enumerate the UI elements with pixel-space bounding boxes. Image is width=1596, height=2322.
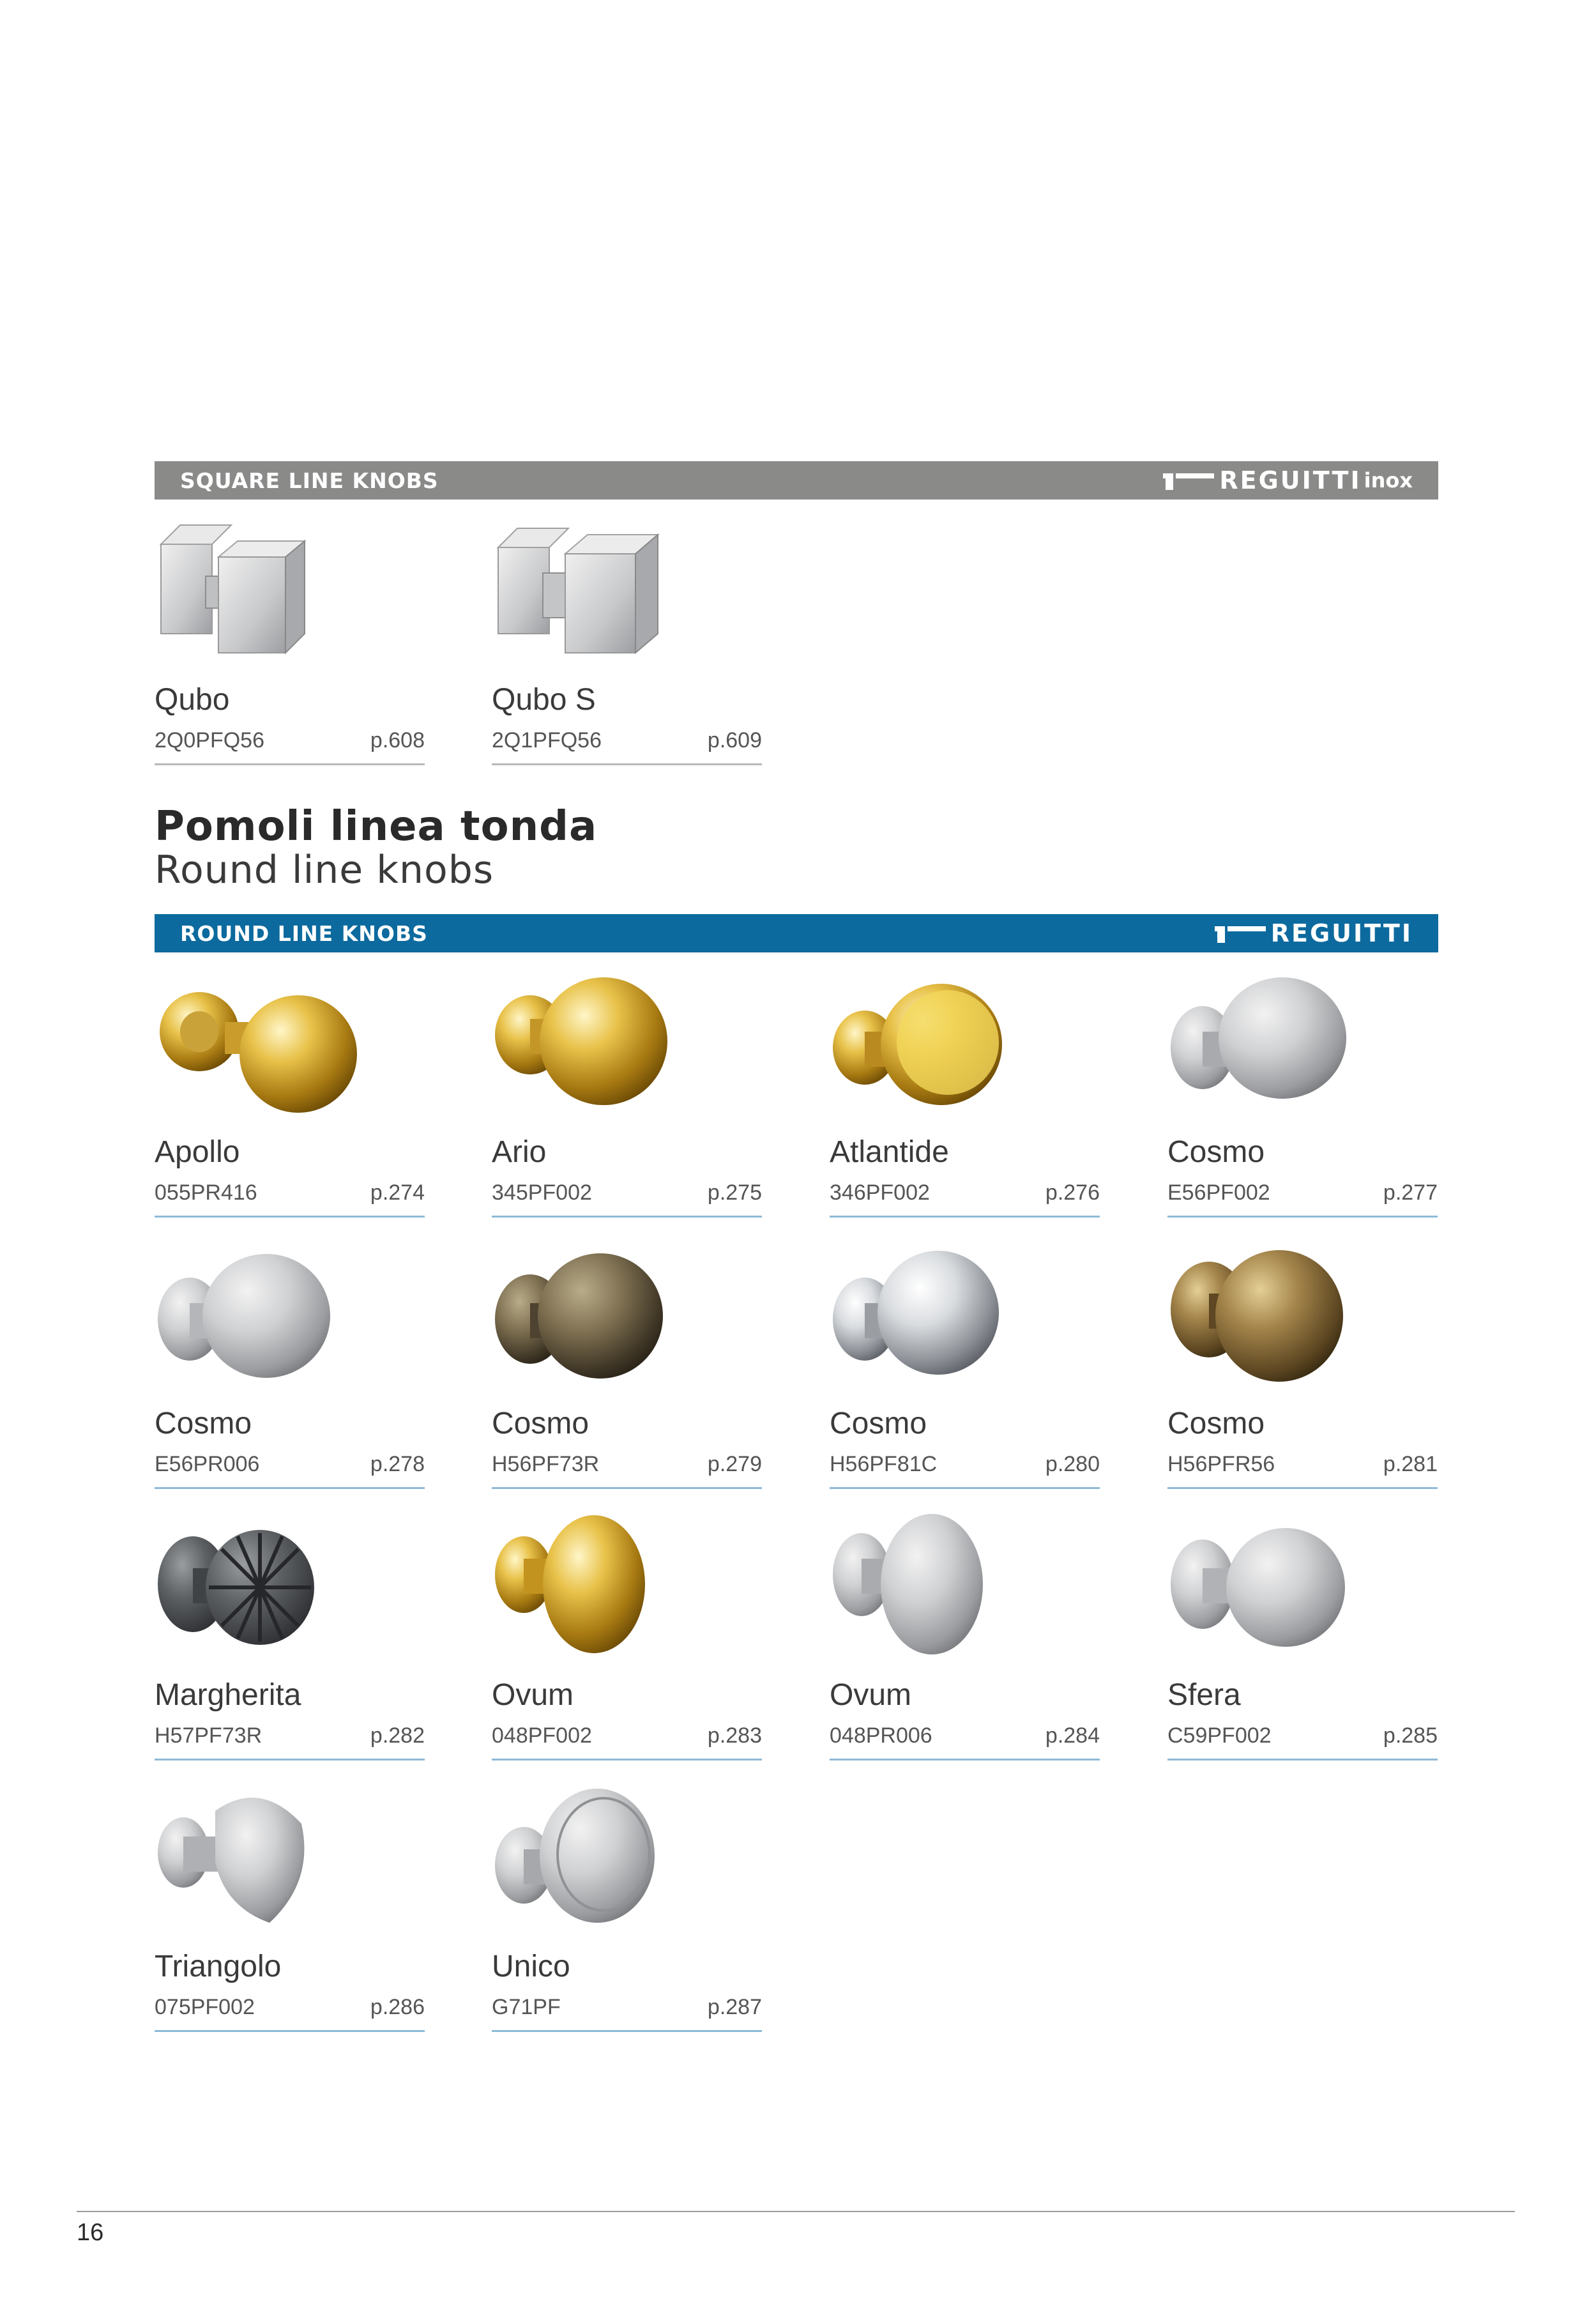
product-code: 345PF002 <box>492 1180 592 1205</box>
product-card[interactable] <box>492 1514 762 1761</box>
square-line-label: SQUARE LINE KNOBS <box>180 468 439 493</box>
product-name: Ovum <box>830 1678 912 1712</box>
page-number: 16 <box>77 2219 104 2246</box>
product-image-triangolo <box>155 1785 425 1936</box>
product-card[interactable] <box>155 1785 425 2032</box>
product-page-ref[interactable]: p.277 <box>1383 1180 1438 1205</box>
product-page-ref[interactable]: p.279 <box>707 1452 762 1476</box>
product-divider <box>830 1216 1100 1218</box>
product-name: Atlantide <box>830 1135 949 1169</box>
product-image-ario <box>492 971 762 1121</box>
round-line-band <box>155 914 1438 952</box>
reguitti-logo-text: REGUITTI <box>1219 466 1362 494</box>
product-name: Cosmo <box>155 1407 252 1440</box>
product-info <box>492 1720 762 1751</box>
product-info <box>155 725 425 756</box>
product-info <box>155 1177 425 1208</box>
product-divider <box>492 1216 762 1218</box>
product-page-ref[interactable]: p.275 <box>707 1180 762 1205</box>
product-code: H56PF73R <box>492 1452 600 1476</box>
product-page-ref[interactable]: p.276 <box>1045 1180 1100 1205</box>
product-divider <box>155 1487 425 1489</box>
product-divider <box>1167 1487 1438 1489</box>
product-name: Apollo <box>155 1135 240 1169</box>
product-card[interactable] <box>1167 1242 1438 1489</box>
product-divider <box>830 1759 1100 1761</box>
section-heading <box>155 803 598 892</box>
product-info <box>492 1992 762 2022</box>
product-image-qubo <box>155 519 425 669</box>
product-name: Ovum <box>492 1678 574 1712</box>
product-page-ref[interactable]: p.609 <box>707 728 762 752</box>
product-image-ovum-satin <box>830 1514 1100 1664</box>
product-image-cosmo-antique <box>492 1242 762 1393</box>
product-divider <box>155 1216 425 1218</box>
product-page-ref[interactable]: p.282 <box>370 1723 425 1748</box>
product-image-ovum-gold <box>492 1514 762 1664</box>
product-card[interactable] <box>492 519 762 765</box>
product-divider <box>1167 1216 1438 1218</box>
product-info <box>155 1449 425 1479</box>
product-page-ref[interactable]: p.283 <box>707 1723 762 1748</box>
reguitti-logo-text: REGUITTI <box>1270 919 1413 947</box>
product-divider <box>492 2030 762 2032</box>
product-info <box>492 1177 762 1208</box>
reguitti-logo <box>1215 919 1413 947</box>
product-card[interactable] <box>830 971 1100 1218</box>
product-page-ref[interactable]: p.278 <box>370 1452 425 1476</box>
product-info <box>1167 1177 1438 1208</box>
product-name: Margherita <box>155 1678 301 1712</box>
product-divider <box>492 1487 762 1489</box>
product-divider <box>155 2030 425 2032</box>
product-name: Qubo S <box>492 683 596 717</box>
product-name: Sfera <box>1167 1678 1241 1712</box>
product-card[interactable] <box>492 1785 762 2032</box>
product-page-ref[interactable]: p.281 <box>1383 1452 1438 1476</box>
product-info <box>830 1449 1100 1479</box>
product-info <box>1167 1449 1438 1479</box>
product-code: 2Q1PFQ56 <box>492 728 602 752</box>
product-name: Cosmo <box>492 1407 589 1440</box>
product-info <box>830 1177 1100 1208</box>
product-code: 055PR416 <box>155 1180 257 1205</box>
product-image-sfera <box>1167 1514 1438 1664</box>
product-image-cosmo-satin <box>1167 971 1438 1121</box>
product-card[interactable] <box>155 1242 425 1489</box>
product-card[interactable] <box>1167 1514 1438 1761</box>
product-code: E56PF002 <box>1167 1180 1270 1205</box>
product-card[interactable] <box>155 519 425 765</box>
product-page-ref[interactable]: p.608 <box>370 728 425 752</box>
product-card[interactable] <box>492 971 762 1218</box>
product-info <box>155 1992 425 2022</box>
product-divider <box>830 1487 1100 1489</box>
product-name: Unico <box>492 1950 570 1983</box>
square-line-band <box>155 461 1438 500</box>
product-code: 048PR006 <box>830 1723 932 1748</box>
product-image-cosmo-bronze <box>1167 1242 1438 1393</box>
product-info <box>492 1449 762 1479</box>
heading-italian: Pomoli linea tonda <box>155 803 598 850</box>
product-code: 346PF002 <box>830 1180 930 1205</box>
product-card[interactable] <box>492 1242 762 1489</box>
heading-english: Round line knobs <box>155 848 494 892</box>
product-code: 048PF002 <box>492 1723 592 1748</box>
product-info <box>155 1720 425 1751</box>
product-image-atlantide <box>830 971 1100 1121</box>
product-divider <box>1167 1759 1438 1761</box>
product-page-ref[interactable]: p.285 <box>1383 1723 1438 1748</box>
product-info <box>492 725 762 756</box>
product-page-ref[interactable]: p.287 <box>707 1995 762 2019</box>
product-name: Cosmo <box>1167 1135 1265 1169</box>
product-name: Ario <box>492 1135 547 1169</box>
product-code: 075PF002 <box>155 1995 255 2019</box>
product-image-apollo <box>155 971 425 1121</box>
product-page-ref[interactable]: p.284 <box>1045 1723 1100 1748</box>
product-card[interactable] <box>155 971 425 1218</box>
product-card[interactable] <box>830 1242 1100 1489</box>
reguitti-inox-suffix: inox <box>1364 468 1413 493</box>
footer-rule <box>77 2211 1515 2212</box>
product-image-qubo-s <box>492 519 762 669</box>
product-page-ref[interactable]: p.286 <box>370 1995 425 2019</box>
product-divider <box>492 1759 762 1761</box>
product-name: Qubo <box>155 683 230 717</box>
product-page-ref[interactable]: p.280 <box>1045 1452 1100 1476</box>
product-code: H56PF81C <box>830 1452 938 1476</box>
product-card[interactable] <box>155 1514 425 1761</box>
round-line-label: ROUND LINE KNOBS <box>180 920 428 946</box>
product-name: Cosmo <box>830 1407 927 1440</box>
product-code: 2Q0PFQ56 <box>155 728 264 752</box>
product-divider <box>155 1759 425 1761</box>
product-card[interactable] <box>1167 971 1438 1218</box>
reguitti-logo-icon <box>1215 924 1266 943</box>
product-card[interactable] <box>830 1514 1100 1761</box>
reguitti-inox-logo <box>1163 466 1413 494</box>
product-code: C59PF002 <box>1167 1723 1272 1748</box>
product-code: H56PFR56 <box>1167 1452 1275 1476</box>
product-divider <box>155 763 425 765</box>
reguitti-logo-icon <box>1163 471 1214 490</box>
product-name: Triangolo <box>155 1950 282 1983</box>
product-name: Cosmo <box>1167 1407 1265 1440</box>
product-code: E56PR006 <box>155 1452 260 1476</box>
product-code: H57PF73R <box>155 1723 262 1748</box>
product-image-unico <box>492 1785 762 1936</box>
product-info <box>830 1720 1100 1751</box>
product-image-cosmo-chrome-satin <box>155 1242 425 1393</box>
product-image-margherita <box>155 1514 425 1664</box>
product-page-ref[interactable]: p.274 <box>370 1180 425 1205</box>
product-code: G71PF <box>492 1995 561 2019</box>
product-image-cosmo-chrome <box>830 1242 1100 1393</box>
product-divider <box>492 763 762 765</box>
product-info <box>1167 1720 1438 1751</box>
